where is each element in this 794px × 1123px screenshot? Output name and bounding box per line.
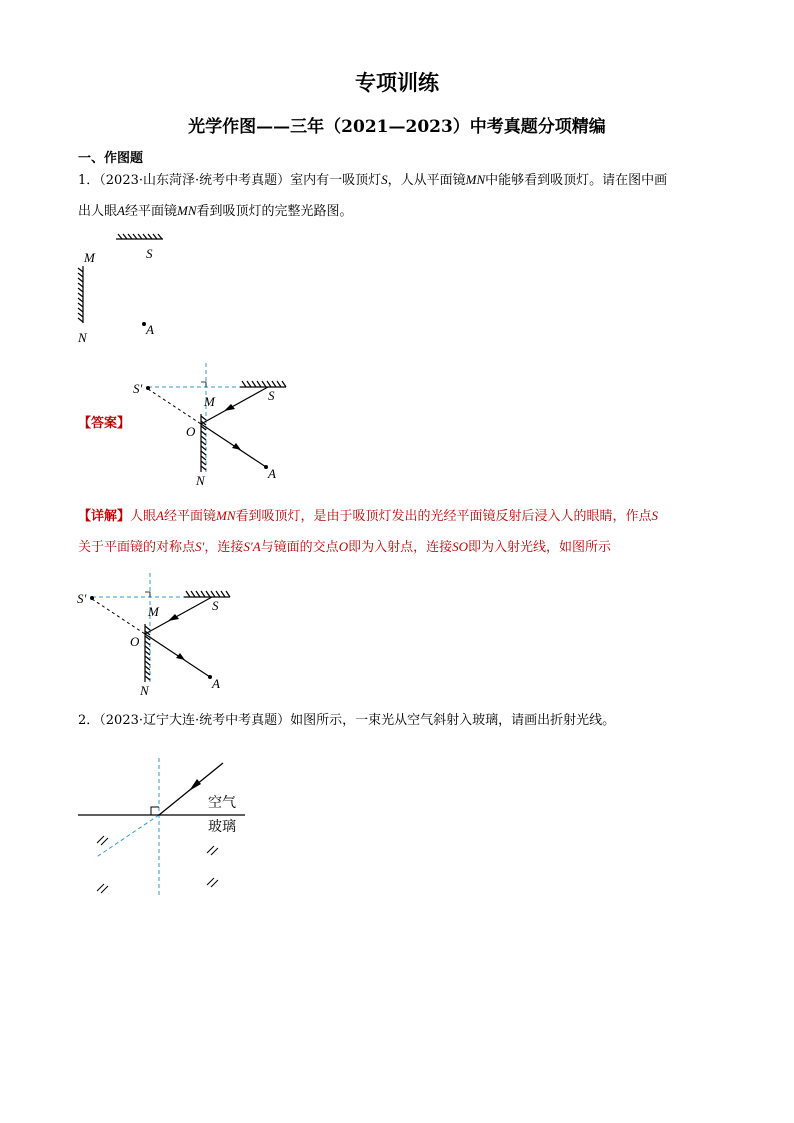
question-2-figure (75, 758, 255, 903)
label-m: M (204, 394, 215, 409)
incident-arrow (189, 779, 201, 791)
reflected-ray (201, 424, 266, 467)
point-s-prime-dot (90, 596, 94, 600)
right-angle-mark (201, 382, 206, 387)
ceiling-hatch (118, 234, 162, 239)
label-o: O (130, 634, 140, 649)
label-n: N (196, 473, 205, 488)
question-2-number: 2． (78, 713, 100, 728)
question-1-figure (70, 230, 200, 350)
reflected-arrow (176, 653, 185, 660)
question-2 (78, 706, 728, 736)
label-air: 空气 (208, 795, 236, 811)
ceiling-hatch (242, 381, 286, 387)
question-1: 1．（2023·山东菏泽·统考中考真题）室内有一吸顶灯S，人从平面镜MN中能够看到吸顶灯。请在图中画 出人眼A经平面镜MN看到吸顶灯的完整光路图。 (78, 172, 668, 219)
label-m: M (148, 604, 159, 619)
detail-tag: 【详解】 (78, 509, 131, 524)
label-s-prime: S′ (77, 591, 87, 606)
virtual-ray (148, 389, 201, 424)
label-n: N (78, 330, 87, 345)
label-a: A (212, 676, 220, 691)
page-subtitle: 光学作图——三年（2021—2023）中考真题分项精编 (188, 117, 606, 137)
answer-label: 【答案】 (78, 416, 131, 431)
label-m: M (84, 250, 95, 265)
answer-figure (128, 360, 298, 490)
detail-explanation: 【详解】人眼A经平面镜MN看到吸顶灯，是由于吸顶灯发出的光经平面镜反射后浸入人的眼睛，作点S 关于平面镜的对称点S′，连接S′A与镜面的交点O即为入射点，连接SO即为入射光线，如图所示 (78, 508, 659, 555)
incident-arrow (224, 404, 235, 411)
label-n: N (140, 683, 149, 698)
label-s: S (212, 598, 219, 613)
mirror-hatch (78, 268, 83, 322)
question-1-number: 1． (78, 173, 100, 188)
label-glass: 玻璃 (208, 819, 236, 835)
incident-arrow (168, 614, 179, 621)
label-a: A (268, 466, 276, 481)
page-title: 专项训练 (355, 70, 439, 95)
question-1-source: （2023·山东菏泽·统考中考真题） (99, 173, 291, 188)
ceiling-hatch (186, 591, 230, 597)
question-2-text: 如图所示，一束光从空气斜射入玻璃，请画出折射光线。 (290, 713, 616, 728)
section-heading: 一、作图题 (78, 151, 144, 166)
virtual-ray (92, 599, 145, 634)
reflected-extension-line (95, 815, 159, 858)
detail-figure (72, 570, 242, 700)
question-2-source: （2023·辽宁大连·统考中考真题） (99, 713, 291, 728)
reflected-arrow (232, 443, 241, 450)
label-s-prime: S′ (133, 381, 143, 396)
reflected-ray (145, 634, 210, 677)
point-s-prime-dot (146, 386, 150, 390)
label-o: O (186, 424, 196, 439)
label-a: A (146, 322, 154, 337)
right-angle-mark (145, 592, 150, 597)
label-s: S (268, 388, 275, 403)
label-s: S (146, 246, 153, 261)
right-angle-mark (151, 807, 159, 815)
